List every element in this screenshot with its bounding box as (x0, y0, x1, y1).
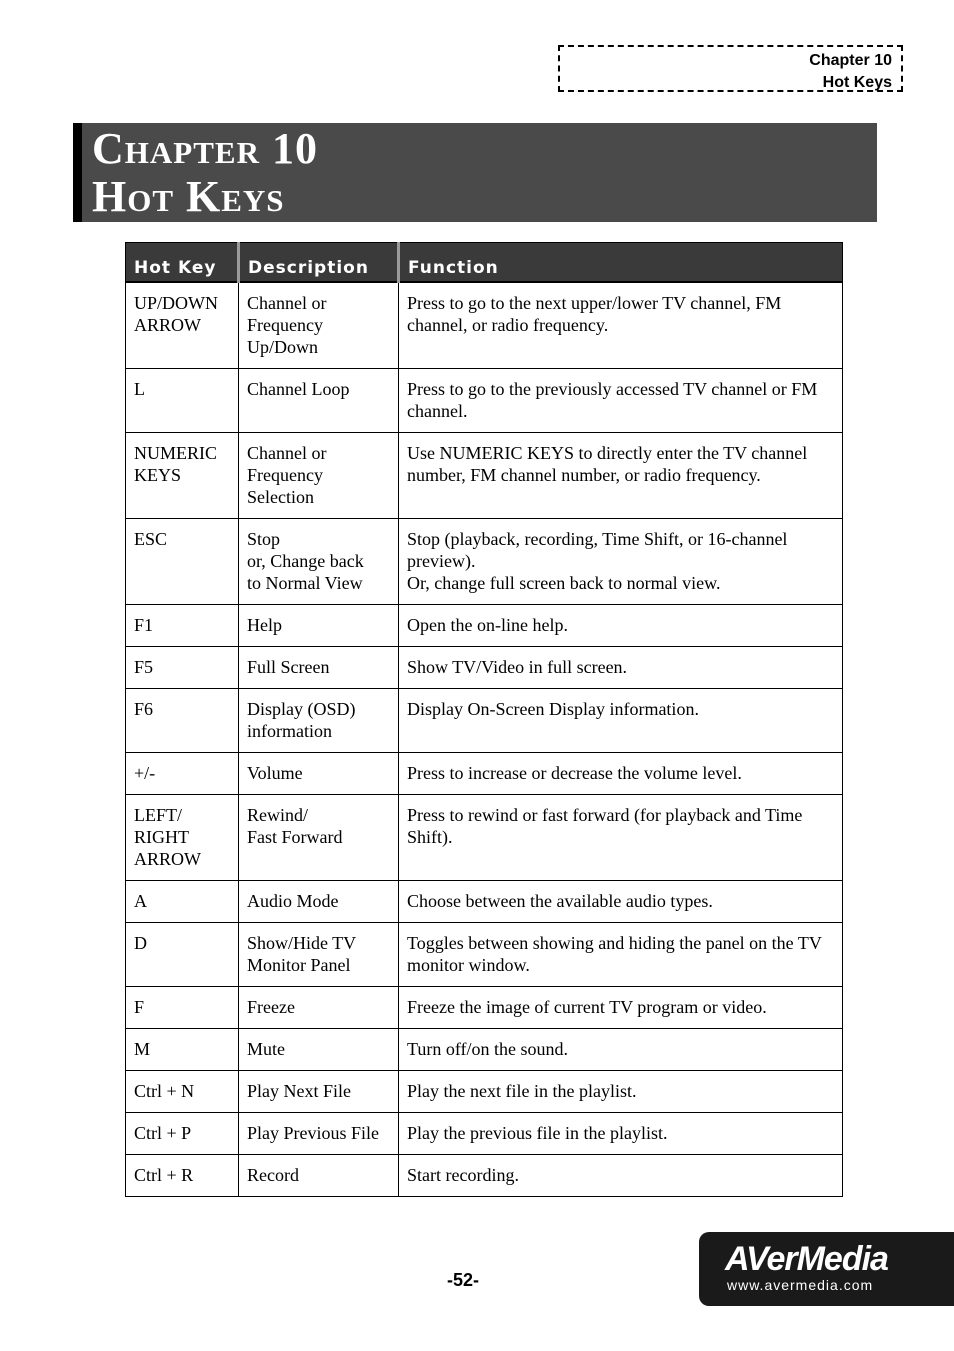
column-header-function: Function (399, 243, 843, 283)
function-cell: Press to go to the next upper/lower TV channel, FM channel, or radio frequency. (399, 282, 843, 369)
avermedia-logo (699, 1232, 954, 1306)
table-row (126, 369, 843, 433)
description-cell: Play Previous File (239, 1113, 399, 1155)
table-row (126, 1155, 843, 1197)
hot-key-cell: ESC (126, 519, 239, 605)
table-header-row (126, 243, 843, 283)
hot-key-cell: UP/DOWN ARROW (126, 282, 239, 369)
description-cell: Record (239, 1155, 399, 1197)
hot-key-cell: Ctrl + N (126, 1071, 239, 1113)
column-header-description: Description (239, 243, 399, 283)
hot-key-cell: D (126, 923, 239, 987)
description-cell: Full Screen (239, 647, 399, 689)
function-cell: Play the previous file in the playlist. (399, 1113, 843, 1155)
table-row (126, 923, 843, 987)
table-row (126, 689, 843, 753)
description-cell: Display (OSD) information (239, 689, 399, 753)
table-row (126, 1071, 843, 1113)
table-row (126, 282, 843, 369)
table-row (126, 1113, 843, 1155)
function-cell: Toggles between showing and hiding the panel on the TV monitor window. (399, 923, 843, 987)
hot-key-cell: +/- (126, 753, 239, 795)
table-row (126, 987, 843, 1029)
description-cell: Freeze (239, 987, 399, 1029)
column-header-hot-key: Hot Key (126, 243, 239, 283)
description-cell: Channel or Frequency Selection (239, 433, 399, 519)
hot-key-cell: F (126, 987, 239, 1029)
table-row (126, 1029, 843, 1071)
hot-key-cell: Ctrl + R (126, 1155, 239, 1197)
logo-brand-name: AVerMedia (725, 1240, 888, 1278)
chapter-header-tag (558, 45, 903, 92)
logo-url: www.avermedia.com (727, 1277, 874, 1293)
hot-key-cell: A (126, 881, 239, 923)
hot-key-cell: L (126, 369, 239, 433)
function-cell: Play the next file in the playlist. (399, 1071, 843, 1113)
description-cell: Rewind/ Fast Forward (239, 795, 399, 881)
description-cell: Channel Loop (239, 369, 399, 433)
hot-key-cell: F6 (126, 689, 239, 753)
hot-key-cell: F5 (126, 647, 239, 689)
hot-key-cell: NUMERIC KEYS (126, 433, 239, 519)
function-cell: Display On-Screen Display information. (399, 689, 843, 753)
hot-key-cell: LEFT/ RIGHT ARROW (126, 795, 239, 881)
hot-keys-table (125, 242, 843, 1197)
description-cell: Play Next File (239, 1071, 399, 1113)
hot-key-cell: M (126, 1029, 239, 1071)
function-cell: Start recording. (399, 1155, 843, 1197)
table-row (126, 433, 843, 519)
hot-key-cell: Ctrl + P (126, 1113, 239, 1155)
description-cell: Show/Hide TV Monitor Panel (239, 923, 399, 987)
function-cell: Choose between the available audio types. (399, 881, 843, 923)
description-cell: Audio Mode (239, 881, 399, 923)
function-cell: Turn off/on the sound. (399, 1029, 843, 1071)
description-cell: Volume (239, 753, 399, 795)
chapter-name-title: Hot Keys (92, 172, 285, 221)
function-cell: Use NUMERIC KEYS to directly enter the TV channel number, FM channel number, or radio frequency. (399, 433, 843, 519)
function-cell: Press to go to the previously accessed TV channel or FM channel. (399, 369, 843, 433)
chapter-title-banner (73, 123, 877, 222)
page-number: -52- (446, 1270, 479, 1290)
table-row (126, 519, 843, 605)
description-cell: Help (239, 605, 399, 647)
function-cell: Press to increase or decrease the volume level. (399, 753, 843, 795)
description-cell: Stop or, Change back to Normal View (239, 519, 399, 605)
function-cell: Stop (playback, recording, Time Shift, or 16-channel preview). Or, change full screen back to normal view. (399, 519, 843, 605)
description-cell: Channel or Frequency Up/Down (239, 282, 399, 369)
function-cell: Freeze the image of current TV program or video. (399, 987, 843, 1029)
table-row (126, 881, 843, 923)
table-row (126, 605, 843, 647)
hot-key-cell: F1 (126, 605, 239, 647)
description-cell: Mute (239, 1029, 399, 1071)
table-row (126, 753, 843, 795)
chapter-tag-line-1: Chapter 10 (809, 52, 892, 69)
function-cell: Open the on-line help. (399, 605, 843, 647)
table-row (126, 647, 843, 689)
function-cell: Show TV/Video in full screen. (399, 647, 843, 689)
chapter-tag-line-2: Hot Keys (822, 74, 892, 91)
table-row (126, 795, 843, 881)
function-cell: Press to rewind or fast forward (for playback and Time Shift). (399, 795, 843, 881)
chapter-number-title: Chapter 10 (92, 124, 318, 173)
